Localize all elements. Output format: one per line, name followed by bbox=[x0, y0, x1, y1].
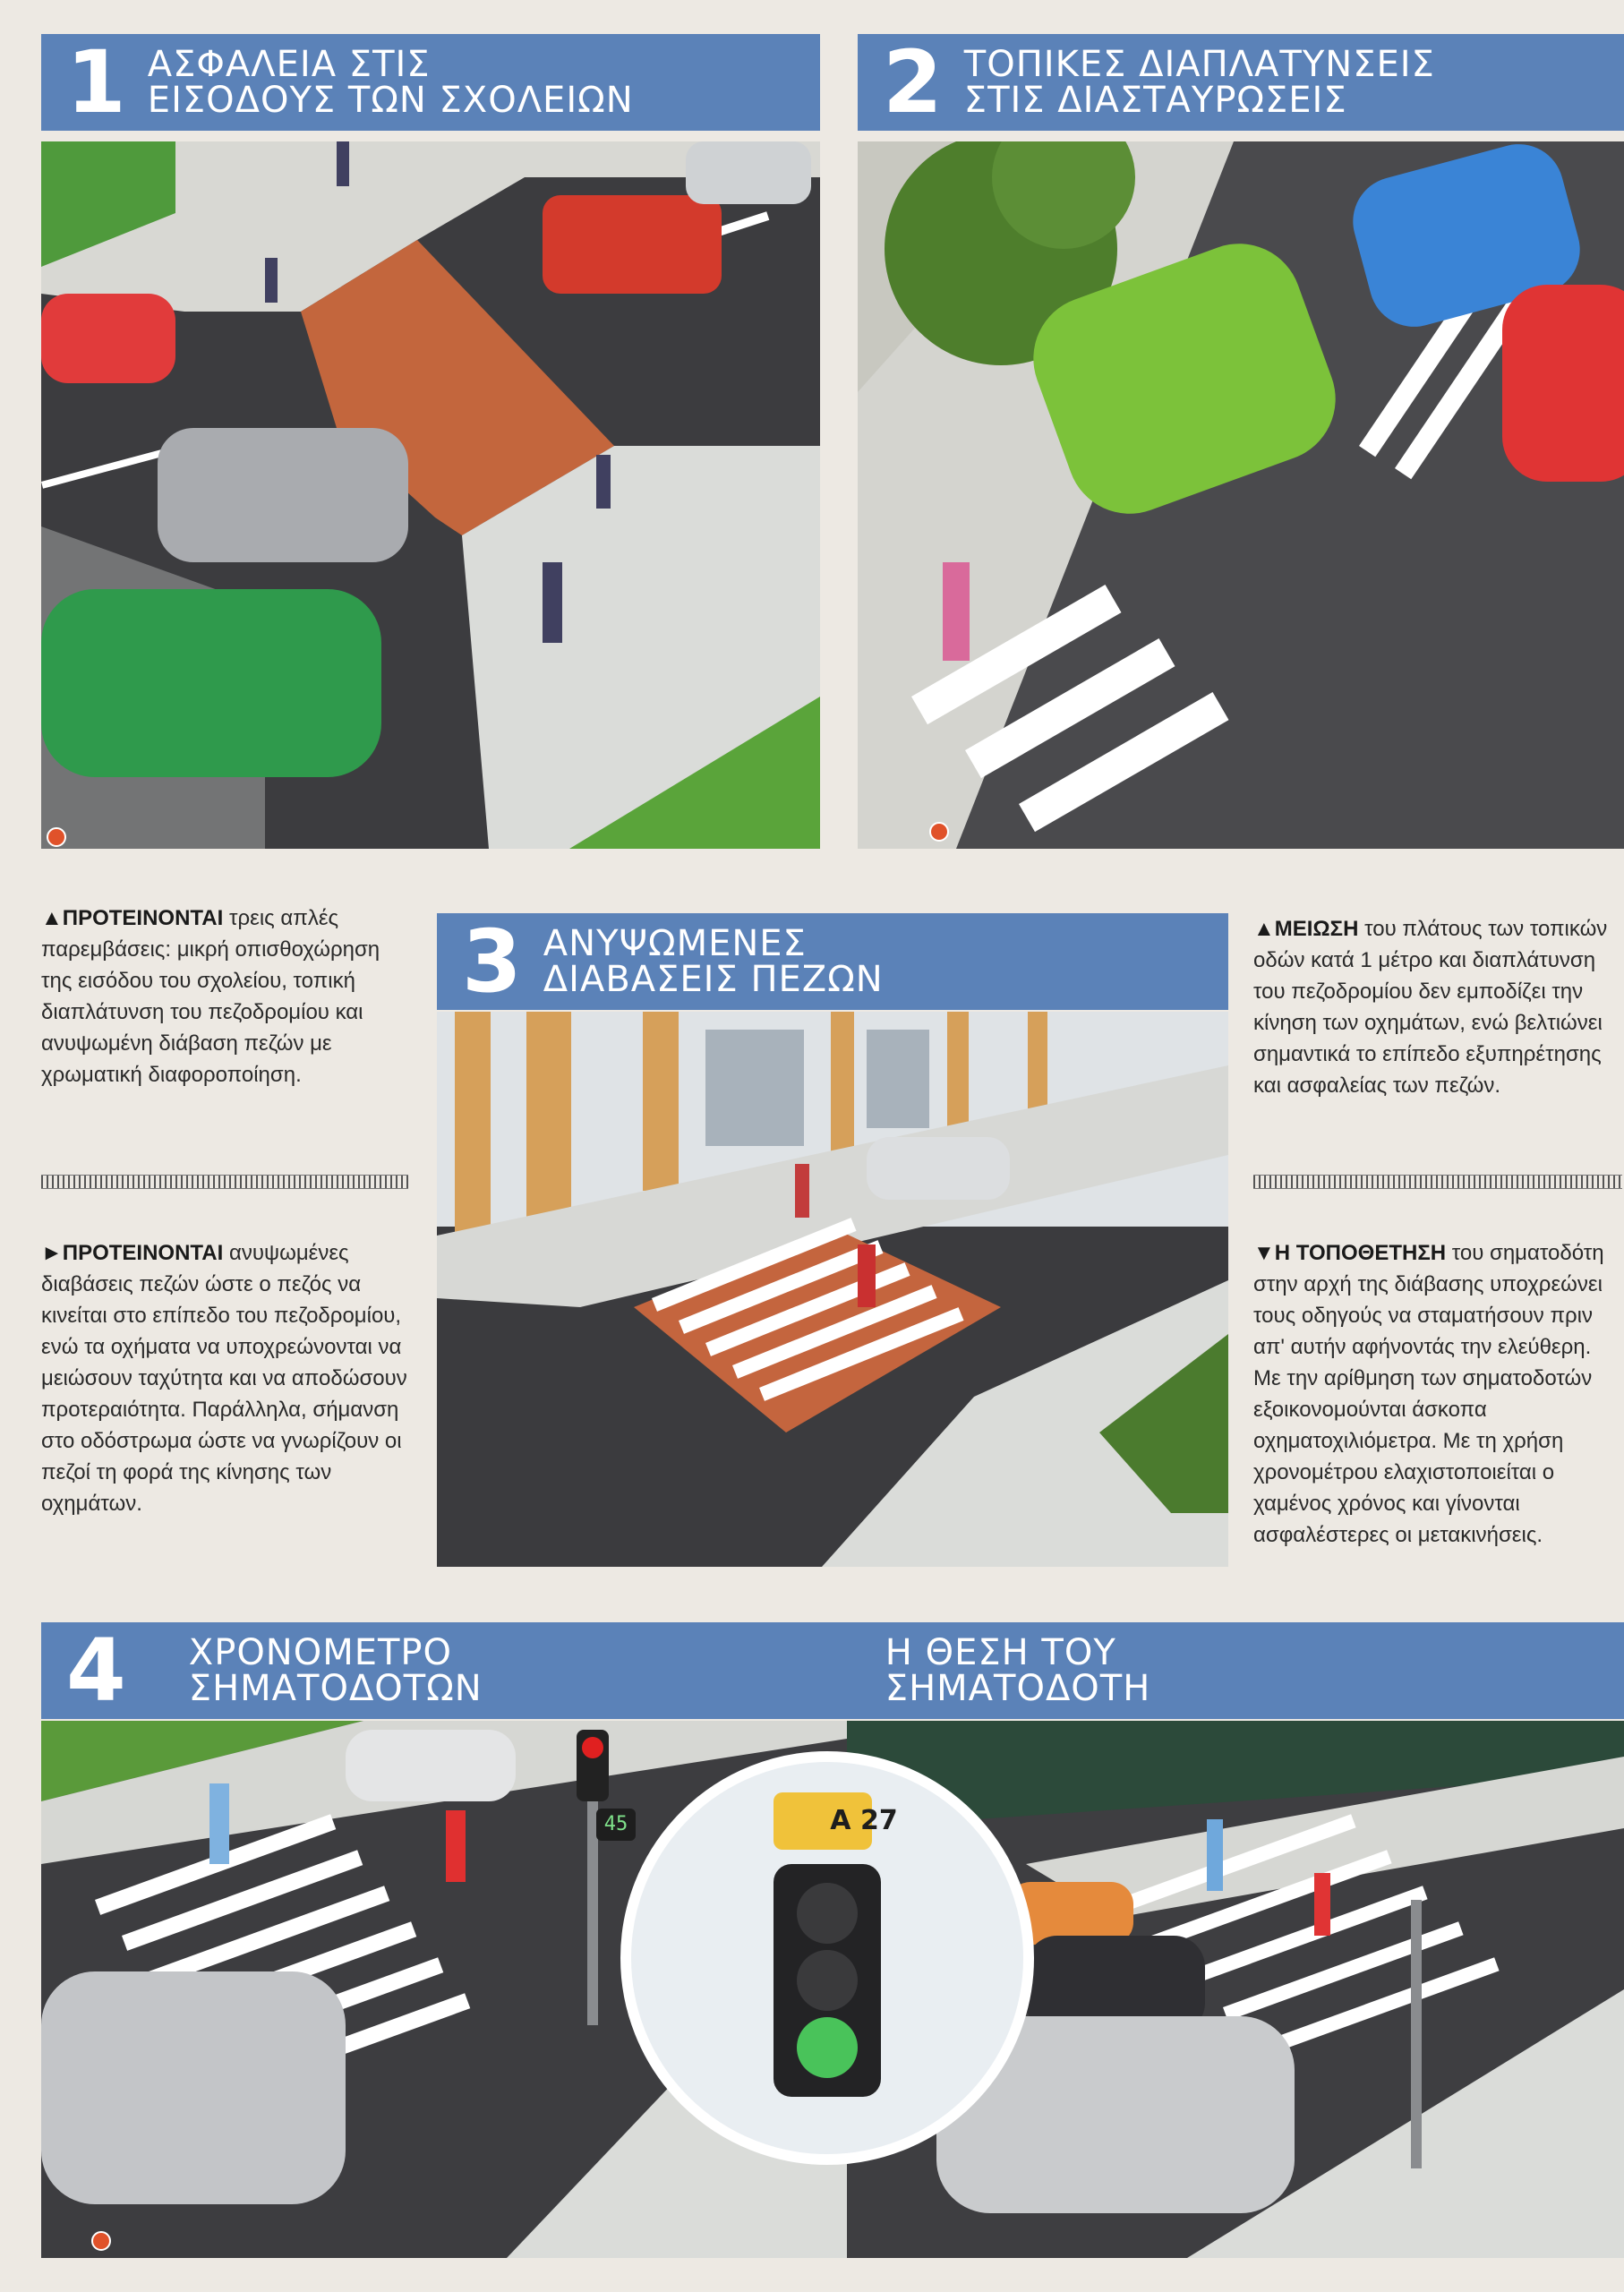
countdown-display: 45 bbox=[596, 1809, 636, 1841]
section-3-number: 3 bbox=[462, 911, 522, 1012]
illustration-school-entrance bbox=[41, 141, 820, 849]
section-2-number: 2 bbox=[883, 32, 943, 133]
caption-3: ▲ΜΕΙΩΣΗ του πλάτους των τοπικών οδών κατά 1 μέτρο και διαπλάτυνση του πεζοδρομίου δεν εμποδίζει την κίνηση των οχημάτων, ενώ βελτιώνει σημαντικά το επίπεδο εξυπηρέτησης και ασφαλείας των πεζών. bbox=[1253, 917, 1608, 1098]
section-5-title: Η ΘΕΣΗ ΤΟΥ ΣΗΜΑΤΟΔΟΤΗ bbox=[885, 1632, 1151, 1709]
separator bbox=[1253, 1175, 1622, 1189]
caption-2: ►ΠΡΟΤΕΙΝΟΝΤΑΙ ανυψωμένες διαβάσεις πεζών ώστε ο πεζός να κινείται στο επίπεδο του πεζοδρομίου, ενώ τα οχήματα να υποχρεώνονται να μειώσουν ταχύτητα και να αποδώσουν προτεραιότητα. Παράλληλα, σήμανση στο οδόστρωμα ώστε να γνωρίζουν οι πεζοί τη φορά της κίνησης των οχημάτων. bbox=[41, 1241, 407, 1516]
illustration-raised-crossing bbox=[437, 1012, 1228, 1567]
section-1-title: ΑΣΦΑΛΕΙΑ ΣΤΙΣ ΕΙΣΟΔΟΥΣ ΤΩΝ ΣΧΟΛΕΙΩΝ bbox=[147, 44, 634, 121]
section-4-title: ΧΡΟΝΟΜΕΤΡΟ ΣΗΜΑΤΟΔΟΤΩΝ bbox=[188, 1632, 483, 1709]
section-3-title: ΑΝΥΨΩΜΕΝΕΣ ΔΙΑΒΑΣΕΙΣ ΠΕΖΩΝ bbox=[543, 923, 884, 1000]
signal-id-plate: Α 27 bbox=[830, 1805, 898, 1836]
section-4-number: 4 bbox=[66, 1621, 126, 1721]
caption-4: ▼Η ΤΟΠΟΘΕΤΗΣΗ του σηματοδότη στην αρχή της διάβασης υποχρεώνει τους οδηγούς να σταματήσουν πριν απ' αυτήν αφήνοντάς την ελεύθερη. Με την αρίθμηση των σηματοδοτών εξοικονομούνται άσκοπα οχηματοχιλιόμετρα. Με τη χρήση χρονομέτρου ελαχιστοποιείται ο χαμένος χρόνος και γίνονται ασφαλέστερες οι μετακινήσεις. bbox=[1253, 1241, 1604, 1547]
section-2-title: ΤΟΠΙΚΕΣ ΔΙΑΠΛΑΤΥΝΣΕΙΣ ΣΤΙΣ ΔΙΑΣΤΑΥΡΩΣΕΙΣ bbox=[963, 44, 1435, 121]
section-1-number: 1 bbox=[66, 32, 126, 133]
section-1-banner bbox=[41, 34, 820, 131]
caption-1: ▲ΠΡΟΤΕΙΝΟΝΤΑΙ τρεις απλές παρεμβάσεις: μικρή οπισθοχώρηση της εισόδου του σχολείου, τοπική διαπλάτυνση του πεζοδρομίου και ανυψωμένη διάβαση πεζών με χρωματική διαφοροποίηση. bbox=[41, 906, 380, 1087]
illustration-signal-timer bbox=[41, 1721, 1624, 2258]
corner-marker bbox=[47, 827, 66, 847]
corner-marker bbox=[929, 822, 949, 842]
corner-marker bbox=[91, 2231, 111, 2251]
section-4-banner bbox=[41, 1622, 1624, 1719]
section-3-banner bbox=[437, 913, 1228, 1010]
illustration-crossing-widening bbox=[858, 141, 1624, 849]
section-2-banner bbox=[858, 34, 1624, 131]
separator bbox=[41, 1175, 408, 1189]
